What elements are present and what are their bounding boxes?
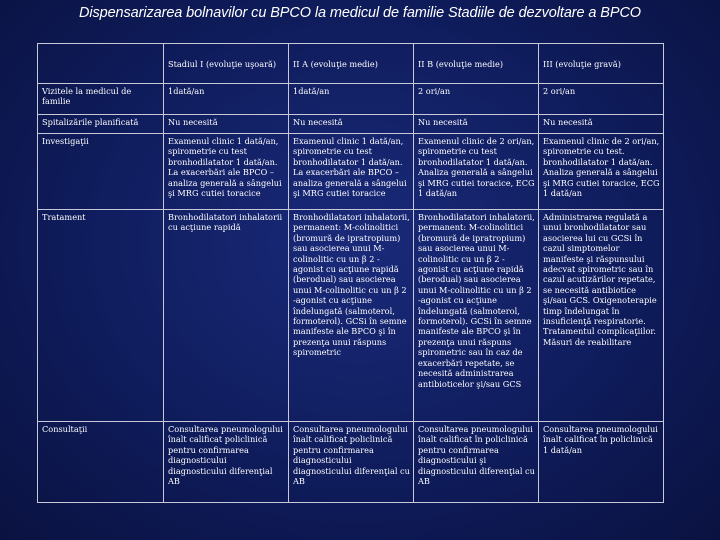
header-row (38, 44, 664, 84)
row-label: Vizitele la medicul de familie (38, 84, 164, 115)
table-cell: Examenul clinic de 2 ori/an, spirometrie cu test. bronhodilatator 1 dată/an. Analiza generală a sângelui şi MRG cutiei toracice, ECG 1 dată/an (539, 134, 664, 210)
table-cell: Consultarea pneumologului înalt calificat în policlinică pentru confirmarea diagnosticului şi diagnosticului diferenţial cu AB (414, 422, 539, 503)
row-label: Investigaţii (38, 134, 164, 210)
table-cell: Nu necesită (289, 115, 414, 134)
table-cell: 1dată/an (164, 84, 289, 115)
table-row (38, 84, 664, 115)
table-cell: 2 ori/an (539, 84, 664, 115)
header-cell: II B (evoluţie medie) (414, 44, 539, 84)
table-cell: Administrarea regulată a unui bronhodilatator sau asocierea lui cu GCSi în cazul simptomelor manifeste şi răspunsului adecvat spirometric sau în cazul acutizărilor repetate, se necesită antibiotice şi/sau GCS. Oxigenoterapie timp îndelungat în insuficienţă respiratorie. Tratamentul complicaţiilor. Măsuri de reabilitare (539, 210, 664, 422)
table-cell: 2 ori/an (414, 84, 539, 115)
header-cell: II A (evoluţie medie) (289, 44, 414, 84)
table-cell: Nu necesită (539, 115, 664, 134)
table-row (38, 115, 664, 134)
table-cell: Bronhodilatatori inhalatorii, permanent: M-colinolitici (bromură de ipratropium) sau asocierea unui M- colinolitic cu un β 2 -agonist cu acţiune rapidă (berodual) sau asocierea unui M-colinolitic cu un β 2 -agonist cu acţiune îndelungată (salmoterol, formoterol). GCSi în semne manifeste ale BPCO şi în prezenţa unui răspuns spirometric sau în caz de exacerbări repetate, se necesită administrarea antibioticelor şi/sau GCS (414, 210, 539, 422)
row-label: Spitalizările planificată (38, 115, 164, 134)
table-cell: Consultarea pneumologului înalt calificat policlinică pentru confirmarea diagnosticului diagnosticului diferenţial AB (164, 422, 289, 503)
dispensary-table (37, 43, 664, 503)
header-cell (38, 44, 164, 84)
table-cell: Bronhodilatatori inhalatorii, permanent: M-colinolitici (bromură de ipratropium) sau asocierea unui M- colinolitic cu un β 2 -agonist cu acţiune rapidă (berodual) sau asocierea unui M-colinolitic cu un β 2 -agonist cu acţiune îndelungată (salmoterol, formoterol). GCSi în semne manifeste ale BPCO şi în prezenţa unui răspuns spirometric (289, 210, 414, 422)
header-cell: III (evoluţie gravă) (539, 44, 664, 84)
table-row (38, 134, 664, 210)
table-cell: Examenul clinic 1 dată/an, spirometrie cu test bronhodilatator 1 dată/an. La exacerbări ale BPCO – analiza generală a sângelui şi MRG cutiei toracice (289, 134, 414, 210)
table-row (38, 422, 664, 503)
table-cell: Nu necesită (414, 115, 539, 134)
table-cell: Consultarea pneumologului înalt calificat în policlinică 1 dată/an (539, 422, 664, 503)
row-label: Consultaţii (38, 422, 164, 503)
slide-title: Dispensarizarea bolnavilor cu BPCO la medicul de familie Stadiile de dezvoltare a BPCO (78, 5, 641, 21)
row-label: Tratament (38, 210, 164, 422)
table-cell: Consultarea pneumologului înalt calificat policlinică pentru confirmarea diagnosticului diagnosticului diferenţial cu AB (289, 422, 414, 503)
table-cell: Examenul clinic 1 dată/an, spirometrie cu test bronhodilatator 1 dată/an. La exacerbări ale BPCO – analiza generală a sângelui şi MRG cutiei toracice (164, 134, 289, 210)
table-cell: Bronhodilatatori inhalatorii cu acţiune rapidă (164, 210, 289, 422)
header-cell: Stadiul I (evoluţie uşoară) (164, 44, 289, 84)
table-cell: 1dată/an (289, 84, 414, 115)
table-cell: Examenul clinic de 2 ori/an, spirometrie cu test bronhodilatator 1 dată/an. Analiza generală a sângelui şi MRG cutiei toracice, ECG 1 dată/an (414, 134, 539, 210)
table-cell: Nu necesită (164, 115, 289, 134)
table-row (38, 210, 664, 422)
